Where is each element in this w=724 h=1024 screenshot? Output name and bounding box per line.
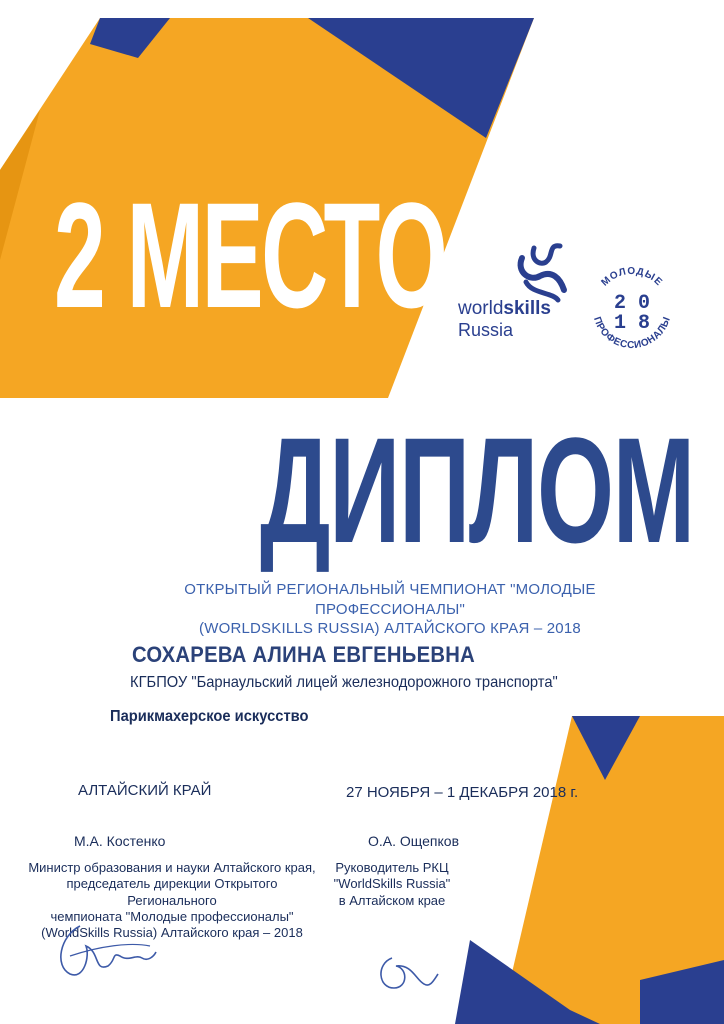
place-heading: 2 МЕСТО bbox=[54, 171, 446, 339]
region: АЛТАЙСКИЙ КРАЙ bbox=[78, 782, 212, 799]
event-dates: 27 НОЯБРЯ – 1 ДЕКАБРЯ 2018 г. bbox=[346, 784, 579, 801]
svg-text:1 8: 1 8 bbox=[613, 312, 651, 335]
signatory-1-name: М.А. Костенко bbox=[74, 833, 166, 849]
signatory-1-role-line: чемпионата "Молодые профессионалы" bbox=[50, 908, 294, 924]
championship-line-1: ОТКРЫТЫЙ РЕГИОНАЛЬНЫЙ ЧЕМПИОНАТ "МОЛОДЫЕ ПРОФЕССИОНАЛЫ" bbox=[184, 581, 596, 618]
recipient-organization: КГБПОУ "Барнаульский лицей железнодорожного транспорта" bbox=[130, 674, 558, 691]
worldskills-russia: Russia bbox=[458, 320, 514, 340]
worldskills-skills: skills bbox=[503, 298, 551, 319]
competency: Парикмахерское искусство bbox=[110, 708, 309, 725]
signature-1-icon bbox=[50, 916, 160, 986]
svg-text:МОЛОДЫЕ: МОЛОДЫЕ bbox=[599, 265, 665, 289]
worldskills-wordmark bbox=[458, 298, 551, 320]
signature-2-icon bbox=[372, 944, 442, 999]
signatory-2-role bbox=[332, 860, 452, 909]
signatory-2-role-line: Руководитель РКЦ bbox=[335, 860, 449, 875]
championship-line-2: (WORLDSKILLS RUSSIA) АЛТАЙСКОГО КРАЯ – 2018 bbox=[199, 620, 581, 637]
diploma-title: ДИПЛОМ bbox=[260, 406, 694, 574]
championship-title bbox=[120, 580, 660, 639]
signatory-1-role-line: (WorldSkills Russia) Алтайского края – 2018 bbox=[41, 925, 303, 940]
young-professionals-seal-icon bbox=[585, 262, 679, 356]
signatory-2-role-line: "WorldSkills Russia" bbox=[333, 876, 451, 892]
svg-text:2 0: 2 0 bbox=[613, 292, 651, 315]
signatory-1-role-line: Министр образования и науки Алтайского края, bbox=[28, 860, 316, 875]
recipient-name: СОХАРЕВА АЛИНА ЕВГЕНЬЕВНА bbox=[132, 642, 476, 667]
signatory-1-role-line: председатель дирекции Открытого Регионального bbox=[66, 876, 278, 908]
svg-text:ПРОФЕССИОНАЛЫ: ПРОФЕССИОНАЛЫ bbox=[591, 315, 674, 352]
signatory-2-name: О.А. Ощепков bbox=[368, 833, 460, 849]
worldskills-world: world bbox=[458, 298, 504, 319]
signatory-2-role-line: в Алтайском крае bbox=[338, 892, 446, 908]
